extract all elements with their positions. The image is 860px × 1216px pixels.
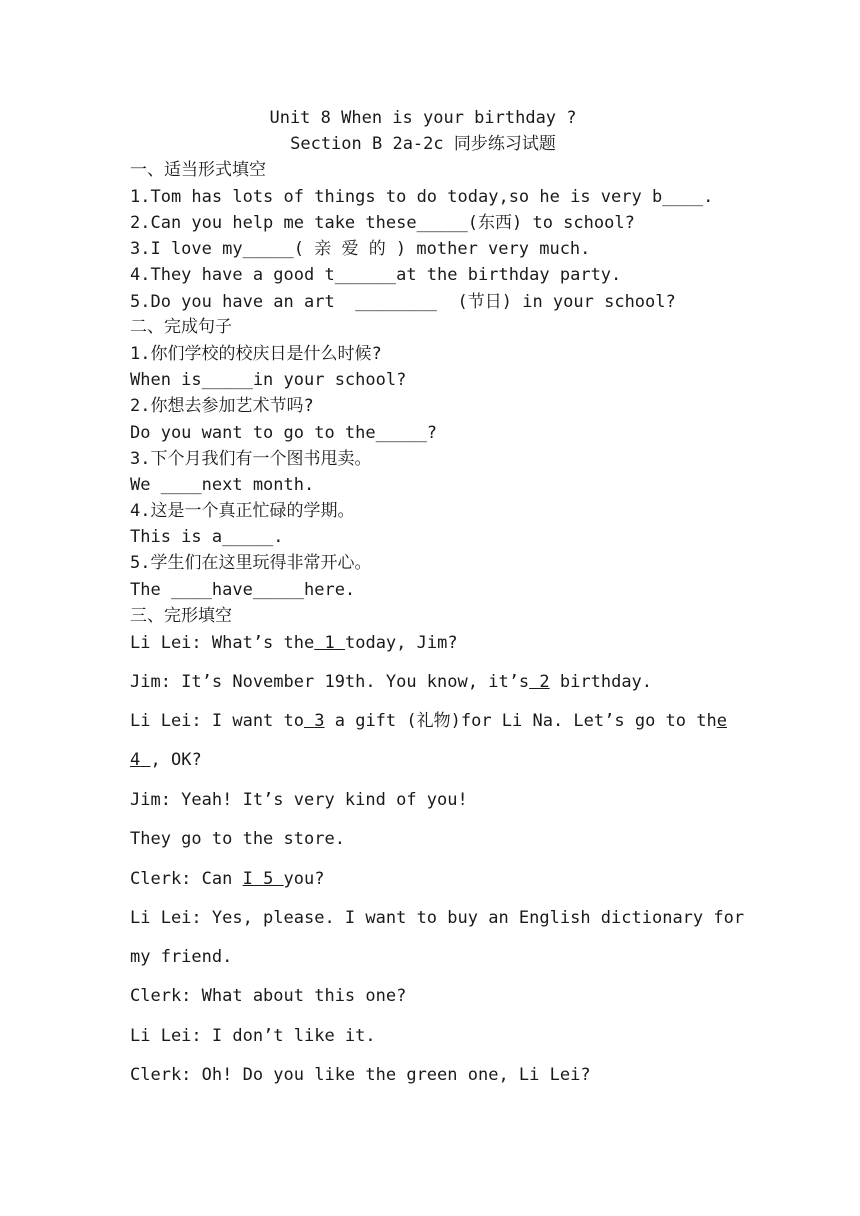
dialogue-line: Li Lei: I don’t like it. — [130, 1026, 376, 1046]
question-item: 3.I love my_____( 亲 爱 的 ) mother very much. — [130, 239, 591, 259]
question-item: The ____have_____here. — [130, 580, 356, 600]
dialogue-line: Li Lei: Yes, please. I want to buy an English dictionary for — [130, 908, 745, 928]
question-item: 5.Do you have an art ________ (节日) in your school? — [130, 292, 676, 312]
question-item: 2.Can you help me take these_____(东西) to school? — [130, 213, 635, 233]
section-heading: 三、完形填空 — [130, 606, 232, 626]
document-title: Unit 8 When is your birthday ? — [269, 108, 577, 128]
question-item: 5.学生们在这里玩得非常开心。 — [130, 553, 372, 573]
question-item: 1.Tom has lots of things to do today,so he is very b____. — [130, 187, 714, 207]
blank-number: I 5 — [242, 869, 284, 889]
dialogue-line: Jim: It’s November 19th. You know, it’s 2 birthday. — [130, 672, 653, 692]
section-heading: 二、完成句子 — [130, 317, 232, 337]
blank-number: 1 — [324, 633, 335, 653]
dialogue-line: Li Lei: What’s the 1 today, Jim? — [130, 633, 458, 653]
dialogue-line: 4 , OK? — [130, 750, 202, 770]
dialogue-line: my friend. — [130, 947, 233, 967]
question-item: This is a_____. — [130, 527, 284, 547]
question-item: 4.这是一个真正忙碌的学期。 — [130, 501, 355, 521]
dialogue-line: They go to the store. — [130, 829, 345, 849]
question-item: We ____next month. — [130, 475, 315, 495]
dialogue-line: Clerk: What about this one? — [130, 986, 407, 1006]
question-item: 1.你们学校的校庆日是什么时候? — [130, 344, 382, 364]
blank-number: 2 — [539, 672, 550, 692]
dialogue-line: Li Lei: I want to 3 a gift (礼物)for Li Na. Let’s go to the — [130, 711, 727, 731]
dialogue-line: Clerk: Oh! Do you like the green one, Li Lei? — [130, 1065, 591, 1085]
question-item: 2.你想去参加艺术节吗? — [130, 396, 314, 416]
question-item: 4.They have a good t______at the birthday party. — [130, 265, 622, 285]
blank-number: 4 — [130, 750, 141, 770]
question-item: When is_____in your school? — [130, 370, 407, 390]
dialogue-line: Jim: Yeah! It’s very kind of you! — [130, 790, 468, 810]
question-item: 3.下个月我们有一个图书甩卖。 — [130, 449, 372, 469]
section-heading: 一、适当形式填空 — [130, 160, 266, 180]
blank-number: 3 — [314, 711, 325, 731]
question-item: Do you want to go to the_____? — [130, 423, 438, 443]
document-subtitle: Section B 2a-2c 同步练习试题 — [290, 134, 556, 154]
dialogue-line: Clerk: Can I 5 you? — [130, 869, 325, 889]
